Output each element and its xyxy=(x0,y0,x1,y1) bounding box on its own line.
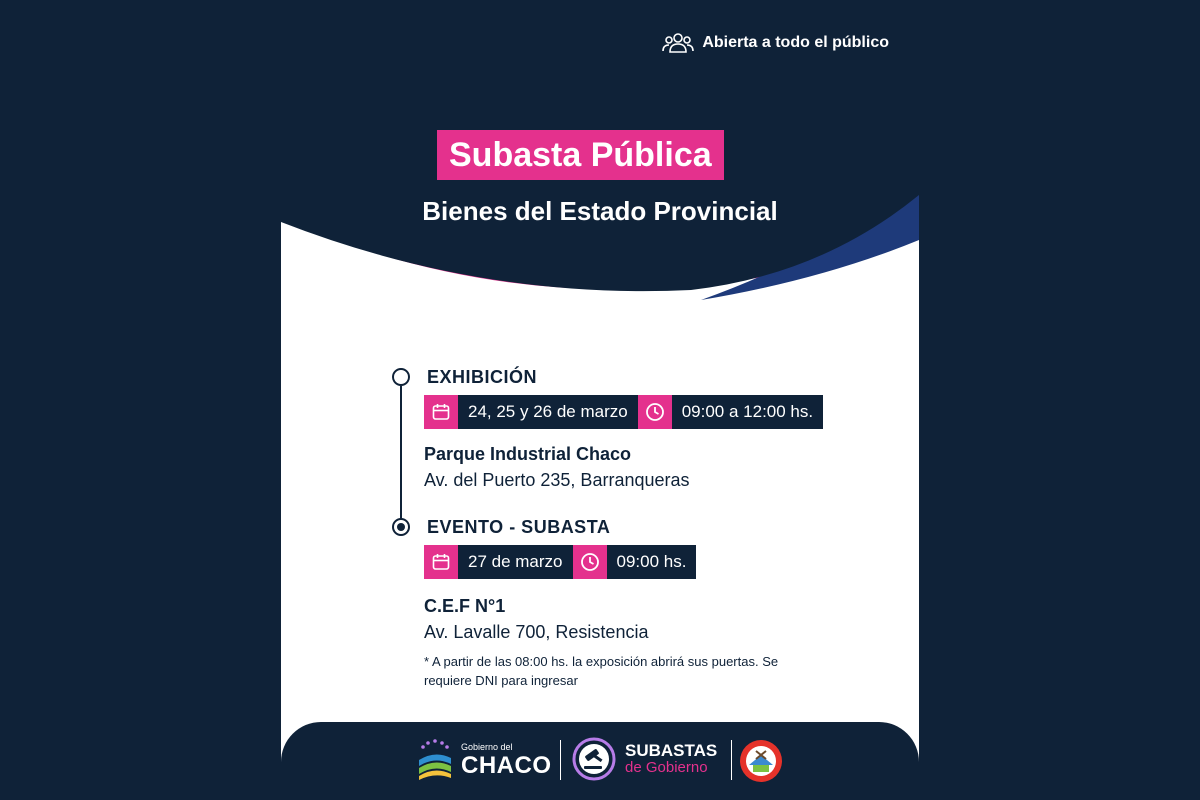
calendar-icon xyxy=(424,395,458,429)
page-title: Subasta Pública xyxy=(437,130,724,180)
clock-icon xyxy=(638,395,672,429)
page-subtitle: Bienes del Estado Provincial xyxy=(422,196,778,226)
exhibition-dates: 24, 25 y 26 de marzo xyxy=(458,395,638,429)
event-date: 27 de marzo xyxy=(458,545,573,579)
chaco-logo-small-text: Gobierno del xyxy=(461,742,513,752)
exhibition-place-address: Av. del Puerto 235, Barranqueras xyxy=(424,470,690,490)
chaco-logo xyxy=(415,738,552,780)
event-time: 09:00 hs. xyxy=(607,545,697,579)
calendar-icon xyxy=(424,545,458,579)
poster xyxy=(281,0,919,800)
audience-info xyxy=(662,32,889,54)
timeline-line xyxy=(400,386,402,524)
footer-divider xyxy=(560,740,561,780)
event-title: EVENTO - SUBASTA xyxy=(427,517,611,537)
clock-icon xyxy=(573,545,607,579)
people-icon xyxy=(662,32,694,54)
timeline-dot-event xyxy=(392,518,410,536)
subastas-logo xyxy=(571,736,717,782)
chaco-logo-text: CHACO xyxy=(461,752,552,779)
event-place-address: Av. Lavalle 700, Resistencia xyxy=(424,622,649,642)
event-note: * A partir de las 08:00 hs. la exposición abrirá sus puertas. Se requiere DNI para ingresar xyxy=(424,654,779,688)
exhibition-time: 09:00 a 12:00 hs. xyxy=(672,395,823,429)
chaco-emblem-icon xyxy=(415,738,455,780)
timeline-dot-exhibition xyxy=(392,368,410,386)
institution-seal-icon xyxy=(739,739,783,783)
audience-label: Abierta a todo el público xyxy=(702,34,889,51)
gavel-logo-icon xyxy=(571,736,617,782)
event-schedule xyxy=(424,545,696,579)
subastas-logo-subtitle: de Gobierno xyxy=(625,759,708,776)
footer-divider xyxy=(731,740,732,780)
exhibition-place-name: Parque Industrial Chaco xyxy=(424,444,632,464)
event-place-name: C.E.F N°1 xyxy=(424,596,506,616)
subastas-logo-title: SUBASTAS xyxy=(625,741,718,760)
exhibition-title: EXHIBICIÓN xyxy=(427,367,538,387)
exhibition-schedule xyxy=(424,395,823,429)
